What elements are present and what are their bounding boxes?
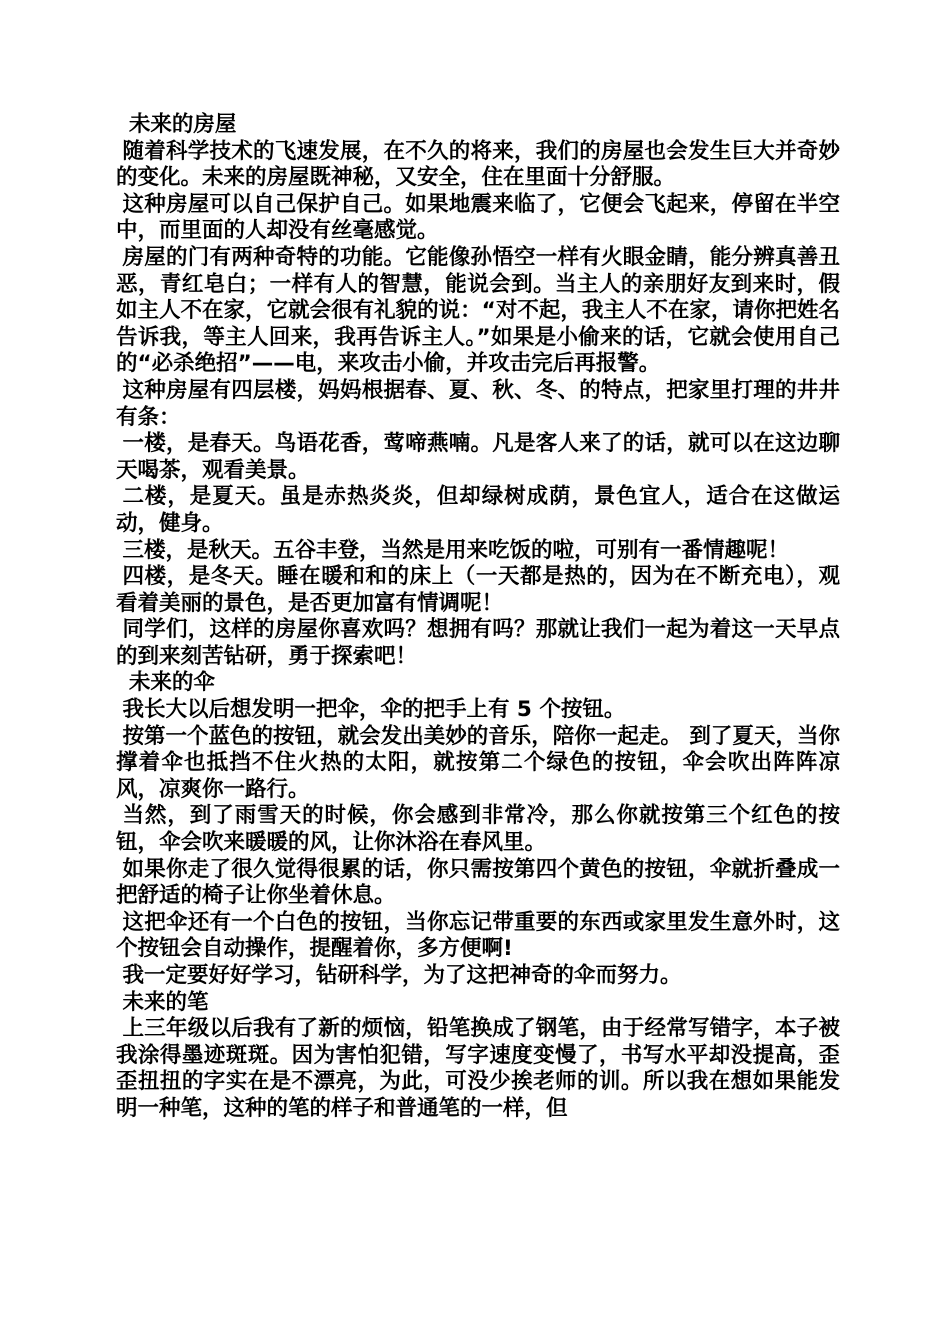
paragraph: 这把伞还有一个白色的按钮，当你忘记带重要的东西或家里发生意外时，这个按钮会自动操作，提醒着你，多方便啊! xyxy=(116,909,840,962)
paragraph: 这种房屋有四层楼，妈妈根据春、夏、秋、冬、的特点，把家里打理的井井有条： xyxy=(116,377,840,430)
section-title: 未来的房屋 xyxy=(128,112,237,137)
paragraph: 二楼，是夏天。虽是赤热炎炎，但却绿树成荫，景色宜人，适合在这做运动，健身。 xyxy=(116,484,840,536)
section-title: 未来的笔 xyxy=(122,989,209,1015)
paragraph: 我一定要好好学习，钻研科学，为了这把神奇的伞而努力。 xyxy=(122,963,682,988)
paragraph: 如果你走了很久觉得很累的话，你只需按第四个黄色的按钮，伞就折叠成一把舒适的椅子让你坐着休息。 xyxy=(116,856,840,909)
paragraph: 上三年级以后我有了新的烦恼，铅笔换成了钢笔，由于经常写错字，本子被我涂得墨迹斑斑。因为害怕犯错，写字速度变慢了，书写水平却没提高，歪歪扭扭的字实在是不漂亮，为此，可没少挨老师的训。所以我在想如果能发明一种笔，这种的笔的样子和普通笔的一样，但 xyxy=(116,1016,840,1121)
document-page xyxy=(116,112,840,1123)
paragraph: 房屋的门有两种奇特的功能。它能像孙悟空一样有火眼金睛，能分辨真善丑恶，青红皂白；一样有人的智慧，能说会到。当主人的亲朋好友到来时，假如主人不在家，它就会很有礼貌的说：“对不起，我主人不在家，请你把姓名告诉我，等主人回来，我再告诉主人。”如果是小偷来的话，它就会使用自己的“必杀绝招”——电，来攻击小偷，并攻击完后再报警。 xyxy=(116,244,840,377)
paragraph: 这种房屋可以自己保护自己。如果地震来临了，它便会飞起来，停留在半空中，而里面的人却没有丝毫感觉。 xyxy=(116,191,840,244)
paragraph: 三楼，是秋天。五谷丰登，当然是用来吃饭的啦，可别有一番情趣呢！ xyxy=(122,537,789,563)
paragraph: 同学们，这样的房屋你喜欢吗？想拥有吗？那就让我们一起为着这一天早点的到来刻苦钻研，勇于探索吧！ xyxy=(116,617,840,669)
paragraph: 四楼，是冬天。睡在暖和和的床上（一天都是热的，因为在不断充电），观看着美丽的景色，是否更加富有情调呢！ xyxy=(116,564,840,616)
paragraph: 一楼，是春天。鸟语花香，莺啼燕喃。凡是客人来了的话，就可以在这边聊天喝茶，观看美景。 xyxy=(116,431,840,483)
paragraph: 我长大以后想发明一把伞，伞的把手上有 5 个按钮。 xyxy=(122,697,626,723)
paragraph: 当然，到了雨雪天的时候，你会感到非常冷，那么你就按第三个红色的按钮，伞会吹来暖暖的风，让你沐浴在春风里。 xyxy=(116,803,840,856)
section-title: 未来的伞 xyxy=(128,670,215,696)
paragraph: 随着科学技术的飞速发展，在不久的将来，我们的房屋也会发生巨大并奇妙的变化。未来的房屋既神秘，又安全，住在里面十分舒服。 xyxy=(116,138,840,191)
paragraph: 按第一个蓝色的按钮，就会发出美妙的音乐，陪你一起走。 到了夏天，当你撑着伞也抵挡不住火热的太阳，就按第二个绿色的按钮，伞会吹出阵阵凉风，凉爽你一路行。 xyxy=(116,723,840,802)
